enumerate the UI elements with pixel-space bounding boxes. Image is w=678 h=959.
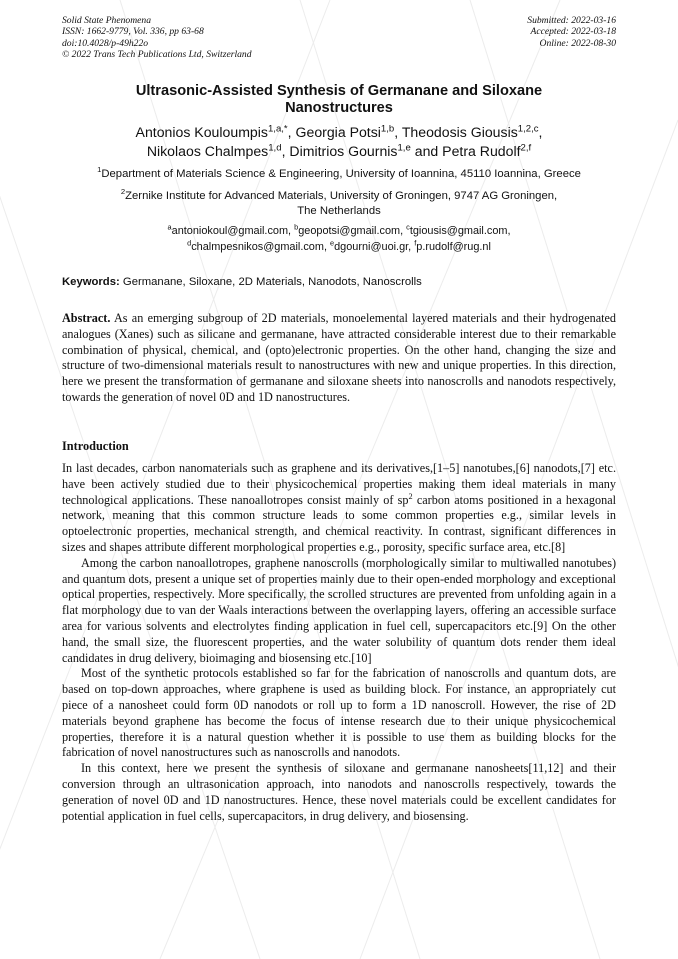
copyright: © 2022 Trans Tech Publications Ltd, Switzerland — [62, 49, 252, 61]
email-list — [62, 224, 616, 255]
journal-info — [62, 15, 252, 61]
author-line-2: Nikolaos Chalmpes$^{1,d}$, Dimitrios Gournis$^{1,e}$ and Petra Rudolf$^{2,f}$ — [146, 141, 532, 159]
doi: doi:10.4028/p-49h22o — [62, 37, 149, 49]
affiliation-1 — [62, 167, 616, 182]
email-line-1: $^a$antoniokoul@gmail.com, $^b$geopotsi@gmail.com, $^c$tgiousis@gmail.com, — [167, 222, 511, 237]
intro-paragraph-4: In this context, here we present the synthesis of siloxane and germanane nanosheets[11,12] and their conversion through an ultrasonication approach, into nanodots and nanoscrolls respectively, towards the generation of novel 0D and 1D nanostructures. Hence, these novel materials could be excellent candidates for potential application in fuel cells, supercapacitors, in drug delivery, and biosensing. — [62, 761, 616, 823]
submitted-date: Submitted: 2022-03-16 — [527, 15, 616, 26]
author-sup: 1,e — [397, 141, 411, 153]
email-link[interactable]: chalmpesnikos@gmail.com — [191, 240, 324, 253]
affiliation-text: Zernike Institute for Advanced Materials, University of Groningen, 9747 AG Groningen, — [125, 190, 558, 202]
email-link[interactable]: p.rudolf@rug.nl — [416, 240, 491, 253]
dates-info — [527, 15, 616, 49]
paper-title — [62, 83, 616, 117]
author-name: Dimitrios Gournis — [289, 142, 398, 159]
email-link[interactable]: antoniokoul@gmail.com — [171, 225, 289, 237]
introduction-heading: Introduction — [62, 439, 129, 453]
affiliation-sup: 1 — [97, 165, 102, 175]
author-sup: 1,2,c — [517, 123, 539, 135]
email-sup: d — [187, 237, 192, 247]
introduction-body — [62, 461, 616, 824]
intro-text: In last decades, carbon nanomaterials such as graphene and its derivatives,[1–5] nanotubes,[6] nanodots,[7] etc. have been actively studied due to their physicochemical properties making them ideal materials in many technological applications. These nanoallotropes consist mainly of sp — [62, 461, 616, 507]
author-sup: 1,b — [380, 123, 395, 135]
author-list — [62, 123, 616, 160]
affiliation-text: Department of Materials Science & Engineering, University of Ioannina, 45110 Ioannina, Greece — [101, 168, 581, 180]
keywords-label: Keywords: — [62, 276, 120, 288]
intro-paragraph-3: Most of the synthetic protocols established so far for the fabrication of nanoscrolls and quantum dots, are based on top-down approaches, where graphene is used as building block. For instance, an appropriately cut piece of a nanosheet could form 0D nanodots or roll up to form a 1D nanoscroll. However, the rise of 2D materials beyond graphene has become the focus of intense research due to their unique physicochemical properties, therefore it is a natural question whether it is possible to use them as building blocks for the fabrication of novel nanostructures such as nanoscrolls and nanodots. — [62, 666, 616, 760]
author-sup: 2,f — [520, 141, 532, 153]
email-link[interactable]: dgourni@uoi.gr — [334, 240, 409, 253]
title-line-2: Nanostructures — [285, 100, 393, 116]
journal-name: Solid State Phenomena — [62, 15, 151, 26]
email-link[interactable]: tgiousis@gmail.com — [409, 225, 508, 237]
title-line-1: Ultrasonic-Assisted Synthesis of Germanane and Siloxane — [135, 83, 543, 99]
email-sup: c — [406, 222, 410, 232]
online-date: Online: 2022-08-30 — [539, 37, 616, 49]
email-sup: f — [414, 237, 417, 247]
email-sup: a — [167, 222, 172, 232]
keywords-text: Germanane, Siloxane, 2D Materials, Nanodots, Nanoscrolls — [122, 276, 422, 288]
author-name: Georgia Potsi — [295, 124, 381, 140]
author-line-1: Antonios Kouloumpis$^{1,a,*}$, Georgia Potsi$^{1,b}$, Theodosis Giousis$^{1,2,c}$, — [135, 123, 543, 140]
affiliation-line: The Netherlands — [297, 205, 381, 217]
abstract-paragraph — [62, 311, 616, 406]
author-name: Nikolaos Chalmpes — [146, 142, 269, 159]
author-name: Theodosis Giousis — [401, 124, 518, 140]
author-name: Petra Rudolf — [442, 142, 521, 159]
email-link[interactable]: geopotsi@gmail.com — [298, 225, 401, 237]
author-sup: 1,a,* — [267, 123, 288, 135]
author-name: Antonios Kouloumpis — [135, 124, 268, 140]
accepted-date: Accepted: 2022-03-18 — [530, 26, 616, 38]
affiliation-sup: 2 — [120, 187, 126, 197]
sp2-superscript: 2 — [408, 491, 413, 501]
issn: ISSN: 1662-9779, Vol. 336, pp 63-68 — [62, 26, 204, 38]
abstract — [62, 311, 616, 406]
email-sup: e — [330, 237, 335, 247]
affiliation-line — [62, 189, 616, 204]
abstract-label: Abstract. — [62, 311, 111, 325]
intro-paragraph-2: Among the carbon nanoallotropes, graphene nanoscrolls (morphologically similar to multiwalled nanotubes) and quantum dots, present a unique set of properties mainly due to their open-ended morphology and exceptional optical properties, respectively. More specifically, the scrolled structures are prevented from unfolding again in a flat morphology due to van der Waals interactions between the overlapping layers, offering an accessible surface area for various solvents and electrolytes finding application in fuel cell, supercapacitors etc.[9] On the other hand, the small size, the fluorescent properties, and the water solubility of quantum dots render them ideal candidates in drug delivery, bioimaging and biosensing etc.[10] — [62, 555, 616, 665]
intro-paragraph-1 — [62, 461, 616, 556]
affiliation-2 — [62, 189, 616, 219]
intro-text: carbon atoms positioned in a hexagonal network, meaning that this common structure leads to some common properties e.g., similar levels in optoelectronic properties, mechanical strength, and chemical reactivity. In contrast, significant differences in sizes and shapes attribute different morphological properties e.g., porosity, specific surface area, etc.[8] — [62, 492, 616, 554]
email-line-2: $^d$chalmpesnikos@gmail.com, $^e$dgourni@uoi.gr, $^f$p.rudolf@rug.nl — [187, 237, 491, 253]
keywords — [62, 275, 616, 289]
author-sup: 1,d — [268, 141, 282, 153]
author-connector: and — [414, 142, 439, 159]
abstract-text: As an emerging subgroup of 2D materials, monoelemental layered materials and their hydrogenated analogues (Xanes) such as silicane and germanane, have attracted considerable interest due to their remarkable combination of physical, chemical, and (opto)electronic properties. On the other hand, changing the size and structure of two-dimensional materials result to nanostructures with new and unique properties. In this direction, here we present the transformation of germanane and siloxane sheets into nanoscrolls and nanodots respectively, towards the generation of novel 0D and 1D nanostructures. — [62, 311, 616, 404]
email-sup: b — [294, 222, 299, 232]
